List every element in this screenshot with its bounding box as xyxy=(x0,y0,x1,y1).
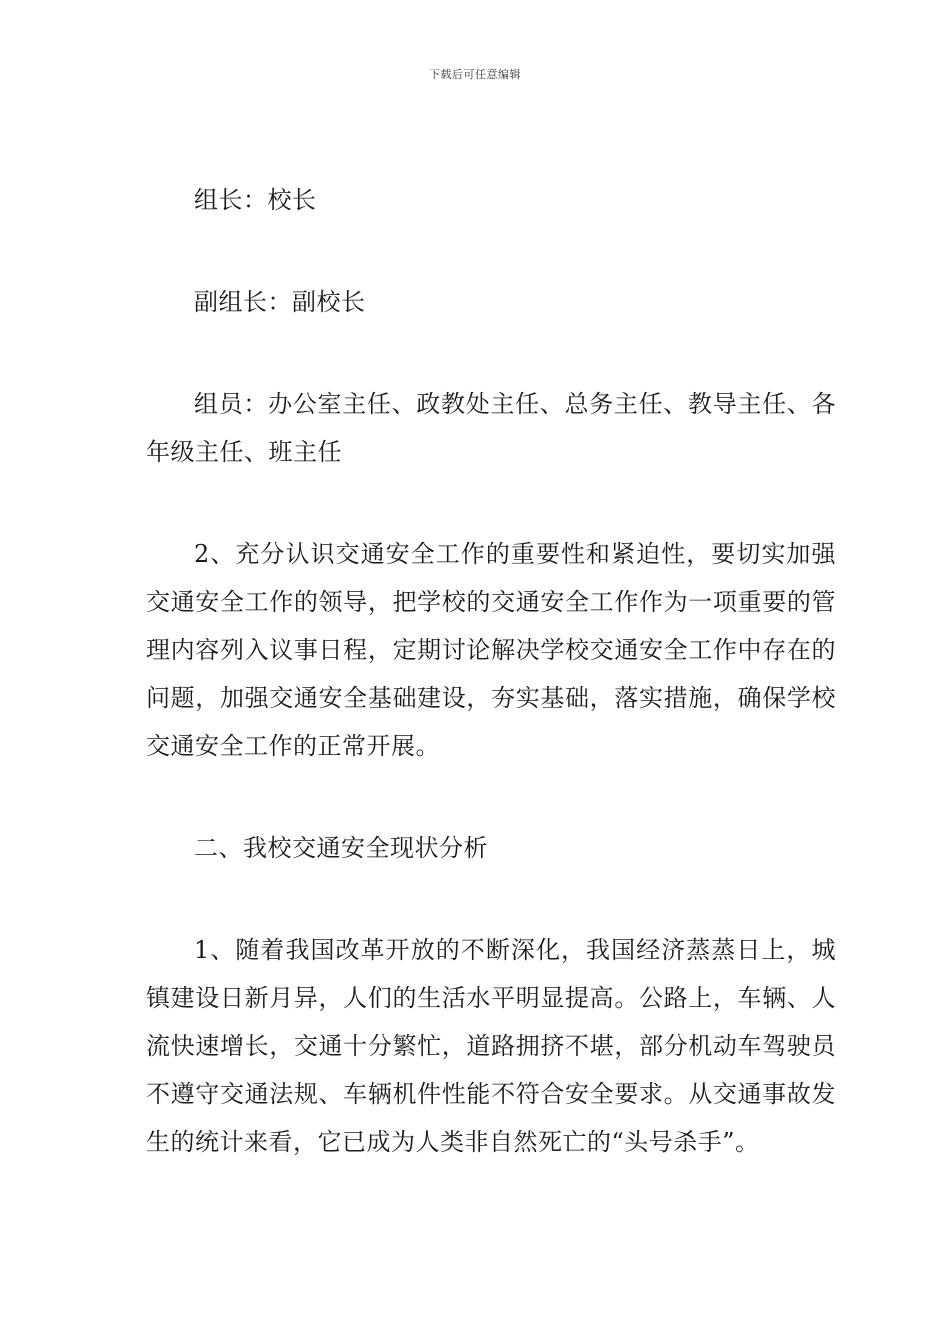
paragraph-gap xyxy=(146,476,836,530)
paragraph-leader: 组长：校长 xyxy=(194,186,317,214)
paragraph-gap xyxy=(146,872,836,926)
paragraph-members: 组员：办公室主任、政教处主任、总务主任、教导主任、各年级主任、班主任 xyxy=(146,390,836,466)
paragraph-gap xyxy=(146,326,836,380)
paragraph-gap xyxy=(146,224,836,278)
paragraph-deputy-leader: 副组长：副校长 xyxy=(194,288,366,316)
paragraph-item-2: 2、充分认识交通安全工作的重要性和紧迫性，要切实加强交通安全工作的领导，把学校的交通安全工作作为一项重要的管理内容列入议事日程，定期讨论解决学校交通安全工作中存在的问题，加强交通安全基础建设，夯实基础，落实措施，确保学校交通安全工作的正常开展。 xyxy=(146,540,836,760)
paragraph-item-1: 1、随着我国改革开放的不断深化，我国经济蒸蒸日上，城镇建设日新月异，人们的生活水平明显提高。公路上，车辆、人流快速增长，交通十分繁忙，道路拥挤不堪，部分机动车驾驶员不遵守交通法规、车辆机件性能不符合安全要求。从交通事故发生的统计来看，它已成为人类非自然死亡的“头号杀手”。 xyxy=(146,936,836,1156)
section-heading-2: 二、我校交通安全现状分析 xyxy=(194,834,488,862)
page-header-note: 下载后可任意编辑 xyxy=(429,68,521,81)
document-body xyxy=(146,176,836,1166)
paragraph-gap xyxy=(146,770,836,824)
